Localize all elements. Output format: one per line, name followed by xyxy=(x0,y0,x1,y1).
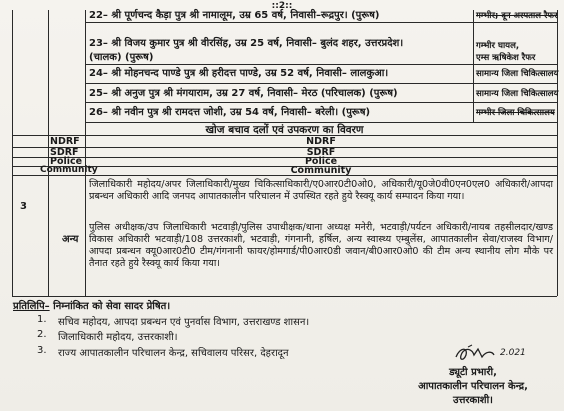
victim-status: गम्भीर जिला चिकित्सालय xyxy=(476,108,555,118)
table-border-bottom xyxy=(12,296,557,297)
victim-row: 26– श्री नवीन पुत्र श्री रामदत्त जोशी, उम्र 54 वर्ष, निवासी– बरेली। (पुरूष) xyxy=(89,107,371,118)
table-border-left xyxy=(12,10,13,296)
recipient-number: 1. xyxy=(37,314,47,325)
signature-date: 2.021 xyxy=(500,348,526,358)
victim-status: सामान्य जिला चिकित्सालय xyxy=(476,69,559,79)
team-value: Community xyxy=(290,165,352,176)
copy-label: प्रतिलिपि– xyxy=(13,301,50,312)
victim-row: 22– श्री पूर्णचन्द कैड़ा पुत्र श्री नामालूम, उम्र 65 वर्ष, निवासी–रूद्रपुर। (पुरूष) xyxy=(89,10,380,21)
officials-paragraph: जिलाधिकारी महोदय/अपर जिलाधिकारी/मुख्य चिकित्साधिकारी/ए0आर0टी0ओ0, अधिकारी/यू0जे0वी0एन0एल0 अधिकारी/आपदा प्रबन्धन अधिकारी आदि जनपद आपातकालीन परिचालन में उपस्थित रहते हुये रैस्क्यू कार्य सम्पादन किया गया। xyxy=(89,179,553,202)
team-label: NDRF xyxy=(50,136,80,147)
victim-status: गम्भीर; दून अस्पताल रैफर xyxy=(476,11,558,21)
table-row-line xyxy=(85,102,557,103)
rescue-section-heading: खोज बचाव दलों एवं उपकरण का विवरण xyxy=(205,124,364,136)
recipient-item: जिलाधिकारी महोदय, उत्तरकाशी। xyxy=(58,332,178,343)
team-label: Community xyxy=(40,165,98,175)
table-row-line xyxy=(85,83,557,84)
copy-line xyxy=(13,298,213,312)
victim-status: सामान्य जिला चिकित्सालय xyxy=(476,89,559,99)
victim-status: एम्स ऋषिकेश रैफर xyxy=(476,53,536,63)
signatory-office: आपातकालीन परिचालन केन्द्र, xyxy=(418,381,528,392)
victim-status: गम्भीर घायल, xyxy=(476,41,520,51)
page-number: ::2:: xyxy=(271,1,293,11)
row-number: 3 xyxy=(20,201,27,212)
others-paragraph: पुलिस अधीक्षक/उप जिलाधिकारी भटवाड़ी/पुलिस उपाधीक्षक/थाना अध्यक्ष मनेरी, भटवाड़ी/पर्यटन अधिकारी/नायब तहसीलदार/खण्ड विकास अधिकारी भटवाड़ी/108 उत्तरकाशी, भटवाड़ी, गंगनानी, हर्षिल, अन्य स्वास्थ्य एम्बुलेंस, आपातकालीन सेवा/राजस्व विभाग/आपदा प्रबन्धन क्यू0आर0टी0 टीम/गंगनानी फायर/होमगार्ड/पी0आर0डी जवान/बी0आर0ओ0 की टीम अन्य स्थानीय लोग मौके पर तैनात रहते हुये रैस्क्यू कार्य किया गया। xyxy=(89,222,553,269)
recipient-number: 3. xyxy=(37,345,47,356)
table-border-right xyxy=(557,10,558,296)
team-value: SDRF xyxy=(306,147,336,158)
others-label: अन्य xyxy=(62,234,79,245)
victim-row: 24– श्री मोहनचन्द पाण्डे पुत्र श्री हरीदत्त पाण्डे, उम्र 52 वर्ष, निवासी– लालकुआ। xyxy=(89,68,389,79)
signatory-location: उत्तरकाशी। xyxy=(453,395,493,406)
team-value: NDRF xyxy=(306,136,336,147)
victim-row: (चालक) (पुरूष) xyxy=(89,52,154,63)
signatory-title: ड्यूटी प्रभारी, xyxy=(449,367,497,378)
victim-row: 23– श्री विजय कुमार पुत्र श्री वीरसिंह, उम्र 25 वर्ष, निवासी– बुलंद शहर, उत्तरप्रदेश। xyxy=(89,38,404,49)
table-column-divider xyxy=(48,10,49,296)
status-column-divider xyxy=(473,10,474,122)
recipient-item: राज्य आपातकालीन परिचालन केन्द्र, सचिवालय परिसर, देहरादून xyxy=(58,348,289,359)
team-value: Police xyxy=(304,156,338,167)
recipient-item: सचिव महोदय, आपदा प्रबन्धन एवं पुनर्वास विभाग, उत्तराखण्ड शासन। xyxy=(58,317,310,328)
table-row-line xyxy=(85,22,557,23)
team-label: SDRF xyxy=(50,147,79,158)
copy-intro: निम्नांकित को सेवा सादर प्रेषित। xyxy=(53,301,171,312)
recipient-number: 2. xyxy=(37,329,47,340)
victim-row: 25– श्री अनुज पुत्र श्री मंगयाराम, उम्र 27 वर्ष, निवासी– मेरठ (परिचालक) (पुरूष) xyxy=(89,88,398,99)
team-label: Police xyxy=(50,156,83,167)
table-row-line xyxy=(85,64,557,65)
